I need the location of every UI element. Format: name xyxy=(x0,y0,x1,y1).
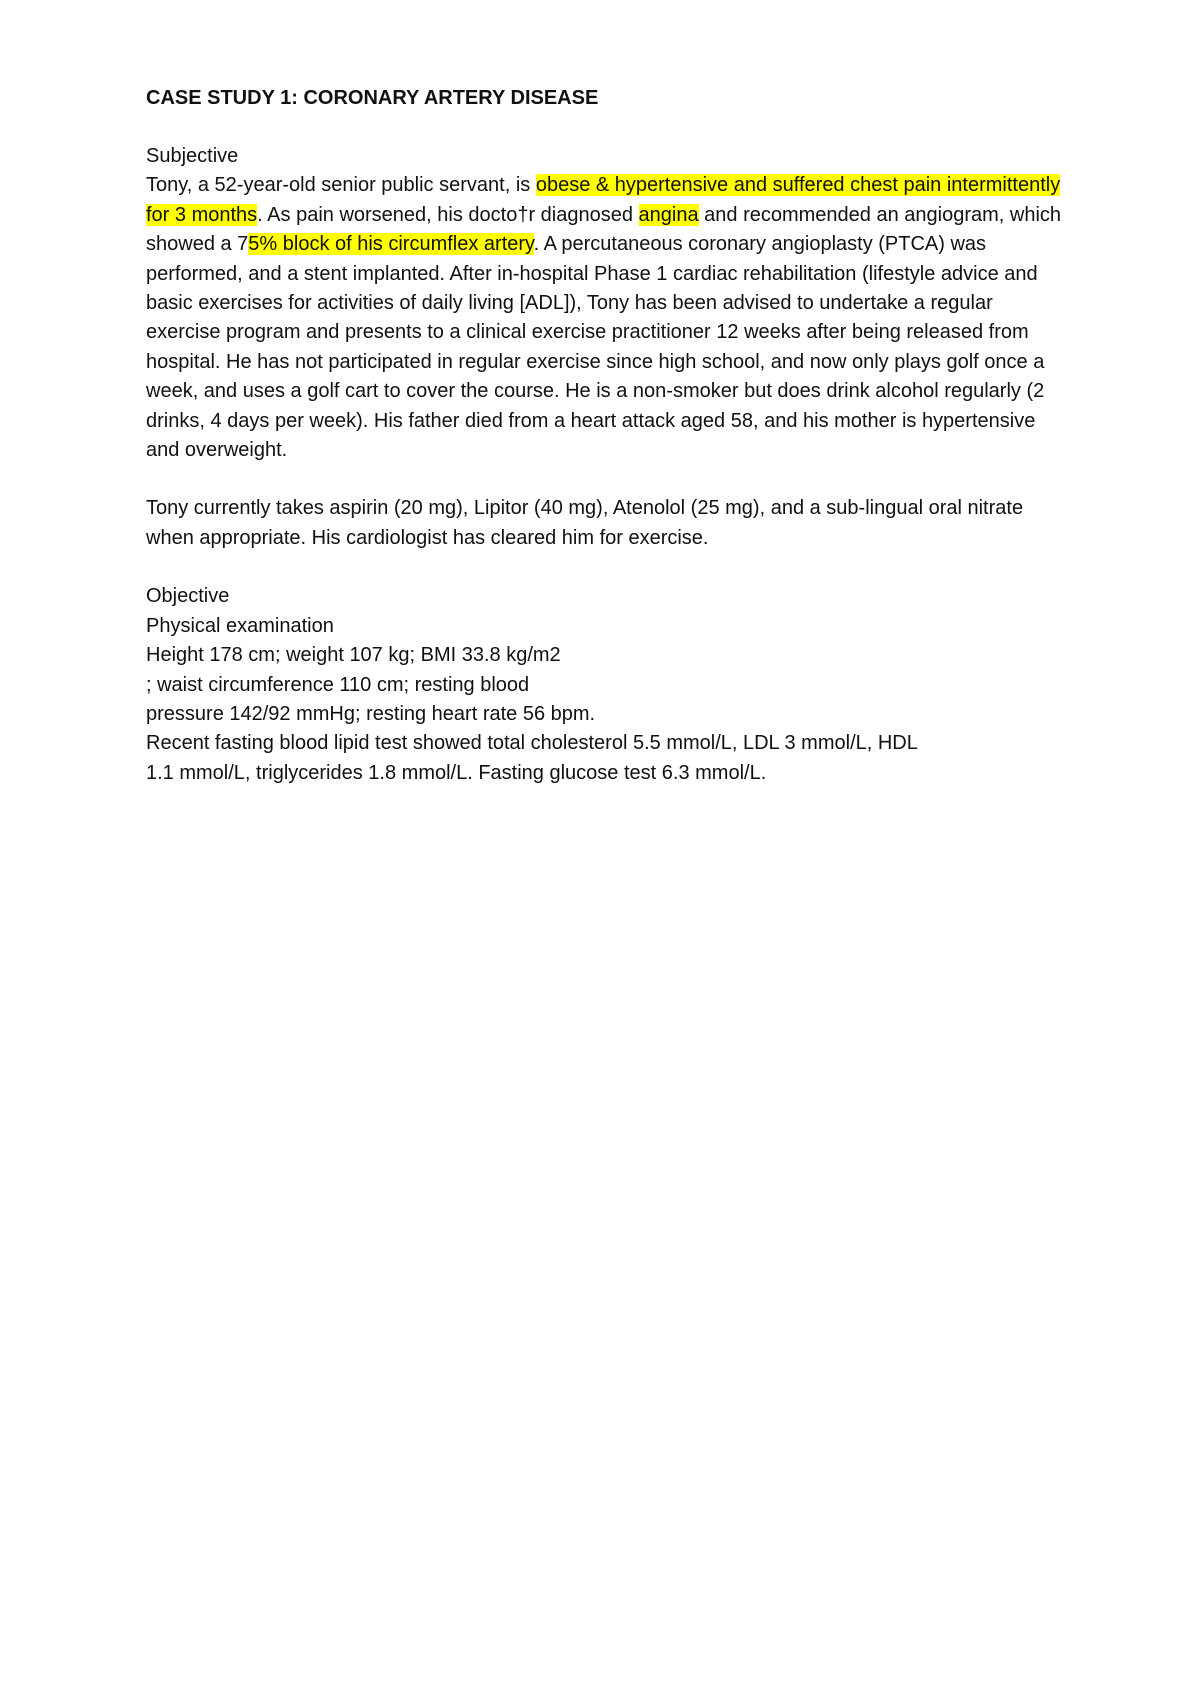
highlight-obese-hypertensive: obese & hypertensive and suffered chest pain intermittently for 3 months xyxy=(146,174,1061,226)
subjective-section xyxy=(146,142,1066,465)
medication-paragraph: Tony currently takes aspirin (20 mg), Lipitor (40 mg), Atenolol (25 mg), and a sub-lingual oral nitrate when appropriate. His cardiologist has cleared him for exercise. xyxy=(146,497,1024,549)
objective-line-2: ; waist circumference 110 cm; resting blood xyxy=(146,673,530,696)
physical-exam-heading: Physical examination xyxy=(146,614,334,637)
subjective-text-a: Tony, a 52-year-old senior public servant, is xyxy=(146,174,536,197)
subjective-text-d: . A percutaneous coronary angioplasty (PTCA) was performed, and a stent implanted. After in-hospital Phase 1 cardiac rehabilitation (lifestyle advice and basic exercises for activities of daily living [ADL]), Tony has been advised to undertake a regular exercise program and presents to a clinical exercise practitioner 12 weeks after being released from hospital. He has not participated in regular exercise since high school, and now only plays golf once a week, and uses a golf cart to cover the course. He is a non-smoker but does drink alcohol regularly (2 drinks, 4 days per week). His father died from a heart attack aged 58, and his mother is hypertensive and overweight. xyxy=(146,233,1045,462)
objective-line-1: Height 178 cm; weight 107 kg; BMI 33.8 kg/m2 xyxy=(146,644,561,667)
objective-line-4: Recent fasting blood lipid test showed total cholesterol 5.5 mmol/L, LDL 3 mmol/L, HDL xyxy=(146,732,918,755)
subjective-text-c: and recommended an angiogram, which showed a 7 xyxy=(146,203,1062,256)
objective-section xyxy=(146,582,1066,788)
document-page xyxy=(146,84,1066,817)
subjective-text-b: . As pain worsened, his docto†r diagnosed xyxy=(257,203,639,226)
subjective-paragraph-1 xyxy=(146,174,1061,461)
subjective-heading: Subjective xyxy=(146,145,239,167)
objective-heading: Objective xyxy=(146,585,230,608)
objective-line-3: pressure 142/92 mmHg; resting heart rate 56 bpm. xyxy=(146,702,596,725)
highlight-circumflex-block: 5% block of his circumflex artery xyxy=(248,233,534,256)
objective-line-5: 1.1 mmol/L, triglycerides 1.8 mmol/L. Fasting glucose test 6.3 mmol/L. xyxy=(146,761,767,784)
highlight-angina: angina xyxy=(638,203,699,226)
case-study-title: CASE STUDY 1: CORONARY ARTERY DISEASE xyxy=(146,87,599,109)
